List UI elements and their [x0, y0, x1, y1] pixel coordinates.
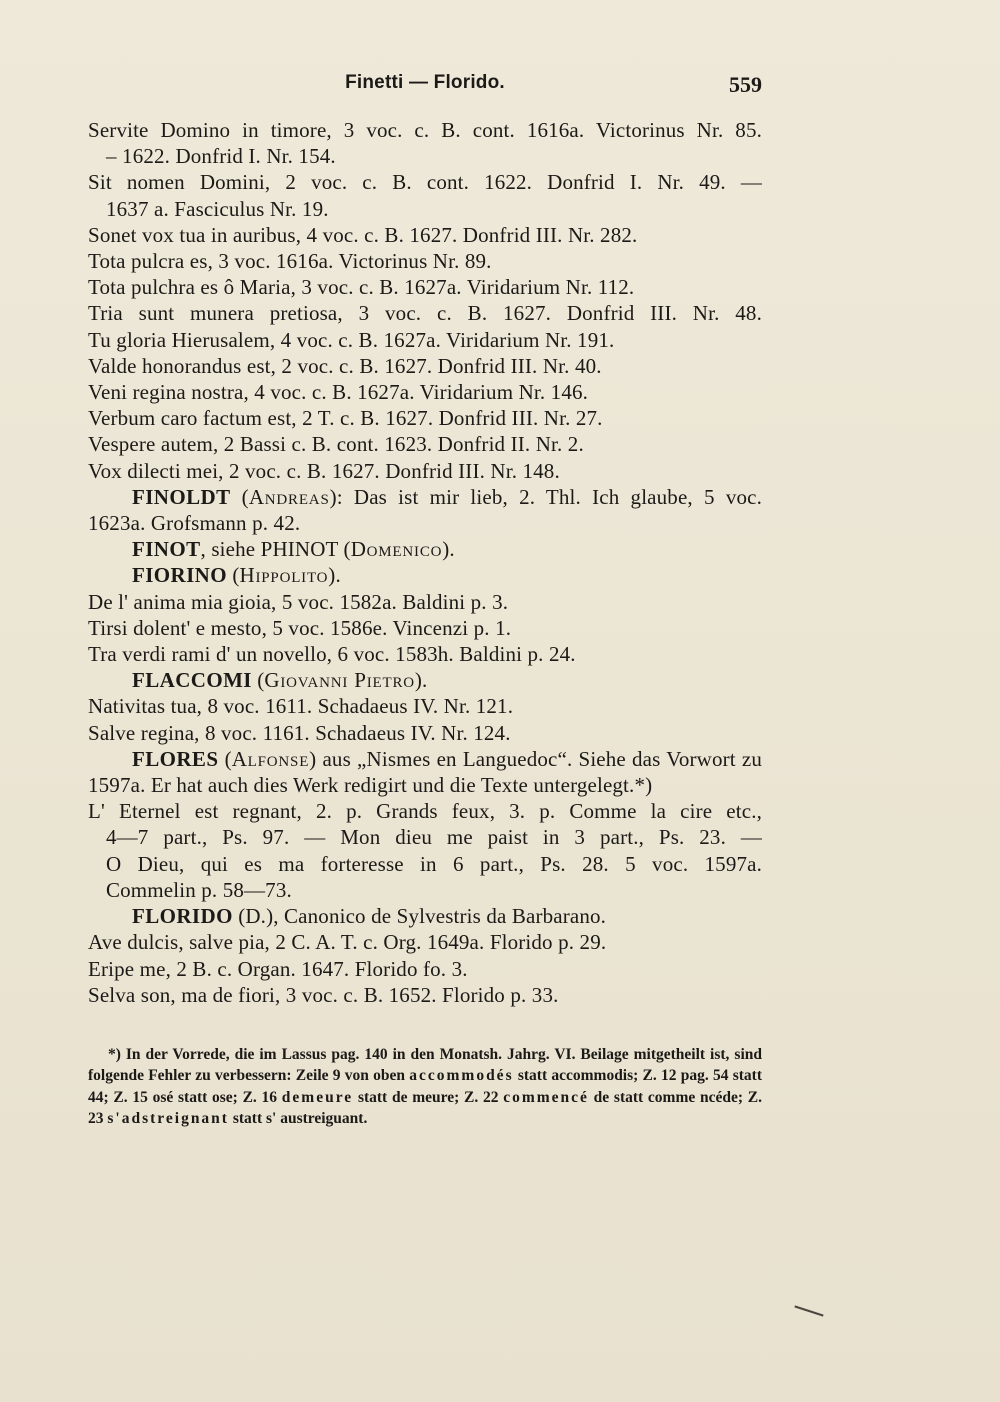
entry-line: Tota pulchra es ô Maria, 3 voc. c. B. 1627a. Viridarium Nr. 112. [88, 275, 635, 300]
composer-first-name: Alfonse [231, 746, 310, 771]
composer-first-name: Andreas [248, 484, 330, 509]
entry-line: Servite Domino in timore, 3 voc. c. B. cont. 1616a. Victorinus Nr. 85. [88, 118, 762, 142]
entry-text: ). [442, 537, 455, 562]
entry-line: Tria sunt munera pretiosa, 3 voc. c. B. 1627. Donfrid III. Nr. 48. [88, 301, 762, 326]
pencil-mark [794, 1305, 823, 1316]
work-line: Eripe me, 2 B. c. Organ. 1647. Florido fo. 3. [88, 956, 468, 981]
composer-name: FLORIDO [132, 904, 233, 929]
work-line: O Dieu, qui es ma forteresse in 6 part., Ps. 28. 5 voc. 1597a. [106, 851, 762, 876]
entry-text: (D.), Canonico de Sylvestris da Barbarano. [232, 904, 607, 929]
work-line: Ave dulcis, salve pia, 2 C. A. T. c. Org. 1649a. Florido p. 29. [88, 930, 607, 955]
entry-line: Veni regina nostra, 4 voc. c. B. 1627a. Viridarium Nr. 146. [88, 380, 589, 405]
composer-first-name: Hippolito [239, 563, 329, 588]
entry-line: 1637 a. Fasciculus Nr. 19. [106, 196, 329, 221]
footnote-emphasis: demeure [281, 1088, 354, 1106]
composer-name: FINOLDT [132, 484, 231, 509]
work-line: Salve regina, 8 voc. 1161. Schadaeus IV. Nr. 124. [88, 720, 511, 745]
work-line: Tra verdi rami d' un novello, 6 voc. 1583h. Baldini p. 24. [88, 642, 576, 667]
work-line: 4—7 part., Ps. 97. — Mon dieu me paist in 3 part., Ps. 23. — [106, 825, 762, 850]
work-line: Commelin p. 58—73. [106, 877, 292, 902]
footnote-divider [88, 1036, 762, 1037]
composer-name: FIORINO [132, 563, 227, 588]
work-line: L' Eternel est regnant, 2. p. Grands feux, 3. p. Comme la cire etc., [88, 799, 762, 824]
work-line: Nativitas tua, 8 voc. 1611. Schadaeus IV. Nr. 121. [88, 694, 514, 719]
footnote-text: statt accommodis; Z. 12 pag. 54 statt 44; Z. 15 osé statt ose; Z. 16 [88, 1067, 762, 1106]
composer-first-name: Giovanni Pietro [264, 668, 415, 693]
footnote-text: statt s' austreiguant. [228, 1109, 368, 1127]
composer-heading-finoldt: FINOLDT (Andreas): Das ist mir lieb, 2. Thl. Ich glaube, 5 voc. [132, 484, 762, 509]
entry-text: , siehe PHINOT ( [200, 537, 351, 562]
entry-line: Vox dilecti mei, 2 voc. c. B. 1627. Donfrid III. Nr. 148. [88, 458, 560, 483]
composer-name: FINOT [132, 537, 201, 562]
entry-text: ): Das ist mir lieb, 2. Thl. Ich glaube, 5 voc. [329, 484, 762, 509]
entry-line: Valde honorandus est, 2 voc. c. B. 1627. Donfrid III. Nr. 40. [88, 353, 602, 378]
running-head: Finetti — Florido. [345, 72, 505, 93]
footnote [88, 1044, 762, 1129]
composer-name: FLORES [132, 746, 219, 771]
composer-heading-flores: FLORES (Alfonse) aus „Nismes en Languedoc“. Siehe das Vorwort zu 1597a. Er hat auch dies Werk redigirt und die Texte untergelegt.*) [88, 746, 763, 798]
entry-line: 1623a. Grofsmann p. 42. [88, 511, 301, 536]
entry-text: ). [328, 563, 341, 588]
page-header [88, 72, 762, 102]
entry-line: Vespere autem, 2 Bassi c. B. cont. 1623. Donfrid II. Nr. 2. [88, 432, 584, 457]
entry-line: Verbum caro factum est, 2 T. c. B. 1627. Donfrid III. Nr. 27. [88, 406, 603, 431]
page-number: 559 [729, 72, 762, 97]
footnote-emphasis: commencé [503, 1088, 589, 1106]
entry-line: Tota pulcra es, 3 voc. 1616a. Victorinus Nr. 89. [88, 249, 492, 274]
work-line: De l' anima mia gioia, 5 voc. 1582a. Baldini p. 3. [88, 589, 509, 614]
composer-heading-flaccomi: FLACCOMI (Giovanni Pietro). [132, 668, 428, 693]
entry-line: Tu gloria Hierusalem, 4 voc. c. B. 1627a. Viridarium Nr. 191. [88, 327, 615, 352]
composer-first-name: Domenico [350, 537, 443, 562]
footnote-text: statt de meure; Z. 22 [353, 1088, 504, 1106]
entry-line: Sonet vox tua in auribus, 4 voc. c. B. 1627. Donfrid III. Nr. 282. [88, 222, 638, 247]
entry-line: Sit nomen Domini, 2 voc. c. B. cont. 1622. Donfrid I. Nr. 49. — [88, 170, 762, 195]
footnote-text: *) In der Vorrede, die im Lassus pag. 140 in den Monatsh. Jahrg. VI. Beilage mitgetheilt ist, sind folgende Fehler zu verbessern: Zeile 9 von oben [88, 1046, 762, 1085]
composer-heading-fiorino: FIORINO (Hippolito). [132, 563, 341, 588]
footnote-emphasis: accommodés [409, 1067, 514, 1085]
entry-text: ) aus „Nismes en Languedoc“. Siehe das Vorwort zu 1597a. Er hat auch dies Werk redigirt und die Texte untergelegt.*) [88, 746, 763, 798]
composer-name: FLACCOMI [132, 668, 252, 693]
work-line: Tirsi dolent' e mesto, 5 voc. 1586e. Vincenzi p. 1. [88, 615, 512, 640]
footnote-emphasis: s'adstreignant [107, 1109, 229, 1127]
page-body [88, 117, 762, 1008]
composer-heading-finot [88, 536, 762, 562]
footnote-text: de statt comme ncéde; Z. 23 [88, 1088, 762, 1127]
work-line: Selva son, ma de fiori, 3 voc. c. B. 1652. Florido p. 33. [88, 982, 559, 1007]
composer-heading-florido [88, 903, 762, 929]
entry-line: – 1622. Donfrid I. Nr. 154. [106, 144, 336, 169]
entry-text: ). [414, 668, 428, 693]
